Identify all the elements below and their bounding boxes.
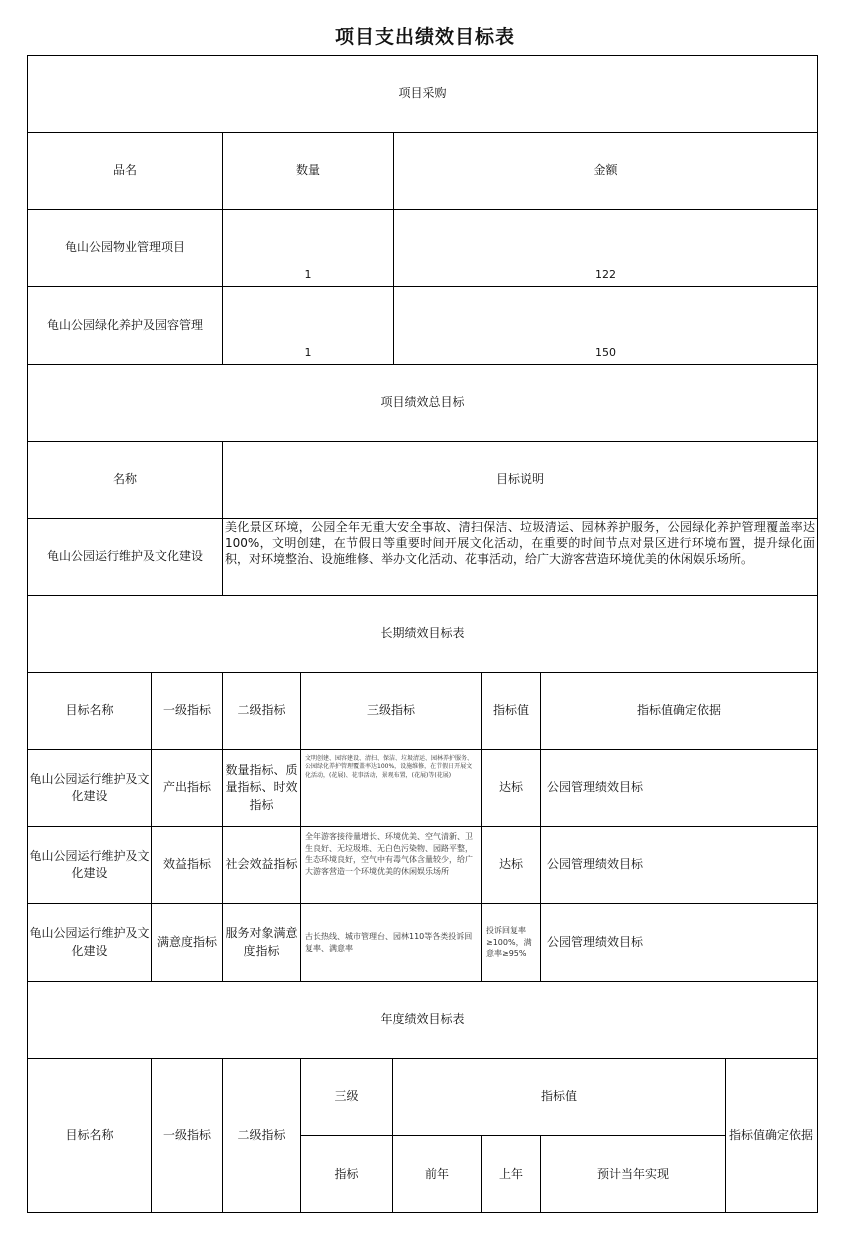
level1-indicator: 满意度指标 [151, 904, 222, 982]
indicator-value: 投诉回复率≥100%，满意率≥95% [481, 904, 540, 982]
level2-indicator: 服务对象满意度指标 [222, 904, 300, 982]
header-quantity: 数量 [222, 133, 393, 210]
header-value-basis: 指标值确定依据 [540, 673, 817, 750]
procurement-item-quantity: 1 [222, 287, 393, 365]
annual-header-prev-year: 前年 [392, 1136, 481, 1213]
procurement-item-amount: 122 [393, 210, 817, 287]
value-basis: 公园管理绩效目标 [540, 827, 817, 904]
header-amount: 金额 [393, 133, 817, 210]
level1-indicator: 产出指标 [151, 750, 222, 827]
annual-header-level3-top: 三级 [300, 1059, 392, 1136]
page-title: 项目支出绩效目标表 [334, 26, 515, 48]
indicator-value: 达标 [481, 827, 540, 904]
value-basis: 公园管理绩效目标 [540, 750, 817, 827]
annual-header-level2: 二级指标 [222, 1059, 300, 1213]
header-item-name: 品名 [28, 133, 222, 210]
procurement-item-name: 龟山公园物业管理项目 [28, 210, 222, 287]
annual-header-last-year: 上年 [481, 1136, 540, 1213]
header-goal-description: 目标说明 [222, 442, 817, 519]
procurement-heading: 项目采购 [28, 56, 817, 133]
longterm-heading: 长期绩效目标表 [28, 596, 817, 673]
level3-indicator: 全年游客接待量增长、环境优美、空气清新、卫生良好、无垃圾堆、无白色污染物、园路平整，生态环境良好，空气中有毒气体含量较少，给广大游客营造一个环境优美的休闲娱乐场所 [300, 827, 481, 904]
overall-goal-name: 龟山公园运行维护及文化建设 [28, 519, 222, 596]
indicator-value: 达标 [481, 750, 540, 827]
level2-indicator: 数量指标、质量指标、时效指标 [222, 750, 300, 827]
overall-goal-heading: 项目绩效总目标 [28, 365, 817, 442]
overall-goal-description: 美化景区环境，公园全年无重大安全事故、清扫保洁、垃圾清运、园林养护服务，公园绿化养护管理覆盖率达100%，文明创建，在节假日等重要时间开展文化活动，在重要的时间节点对景区进行环境布置，提升绿化面积，对环境整治、设施维修、举办文化活动、花事活动，给广大游客营造环境优美的休闲娱乐场所。 [222, 519, 817, 596]
header-target-name: 目标名称 [28, 673, 151, 750]
header-level2: 二级指标 [222, 673, 300, 750]
annual-header-value-basis: 指标值确定依据 [725, 1059, 817, 1213]
level1-indicator: 效益指标 [151, 827, 222, 904]
target-name: 龟山公园运行维护及文化建设 [28, 750, 151, 827]
annual-header-indicator-value: 指标值 [392, 1059, 725, 1136]
value-basis: 公园管理绩效目标 [540, 904, 817, 982]
header-level1: 一级指标 [151, 673, 222, 750]
annual-header-target-name: 目标名称 [65, 1128, 114, 1143]
target-name: 龟山公园运行维护及文化建设 [28, 827, 151, 904]
procurement-item-quantity: 1 [222, 210, 393, 287]
header-goal-name: 名称 [28, 442, 222, 519]
annual-heading: 年度绩效目标表 [28, 982, 817, 1059]
target-name: 龟山公园运行维护及文化建设 [28, 904, 151, 982]
performance-table [27, 55, 818, 1213]
procurement-item-name: 龟山公园绿化养护及园容管理 [28, 287, 222, 365]
procurement-item-amount: 150 [393, 287, 817, 365]
annual-header-level1: 一级指标 [151, 1059, 222, 1213]
annual-header-level3-bottom: 指标 [300, 1136, 392, 1213]
level3-indicator: 文明创建、园容建设、清扫、保洁、垃圾清运、园林养护服务、公园绿化养护管理覆盖率达100%，设施维修，在节假日开展文化活动，(花展)、花事活动，景观布置，(花展)等(花展) [300, 750, 481, 827]
header-level3: 三级指标 [300, 673, 481, 750]
header-indicator-value: 指标值 [481, 673, 540, 750]
annual-header-forecast: 预计当年实现 [540, 1136, 725, 1213]
level3-indicator: 古长热线、城市管理台、园林110等各类投诉回复率、满意率 [300, 904, 481, 982]
level2-indicator: 社会效益指标 [222, 827, 300, 904]
